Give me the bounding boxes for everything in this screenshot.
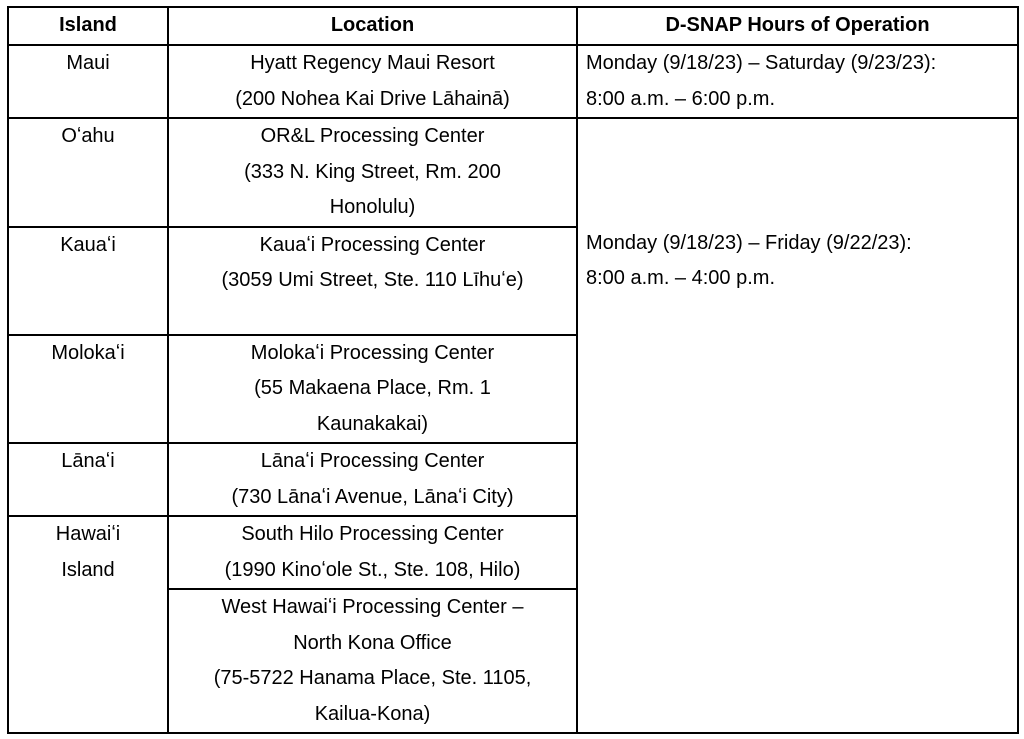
location-address: (3059 Umi Street, Ste. 110 Līhuʻe) bbox=[221, 269, 524, 291]
island-name: Lānaʻi bbox=[61, 450, 115, 472]
island-cell bbox=[8, 227, 168, 335]
location-address: (55 Makaena Place, Rm. 1 bbox=[254, 377, 491, 399]
location-address: (1990 Kinoʻole St., Ste. 108, Hilo) bbox=[224, 558, 521, 581]
location-cell bbox=[168, 118, 577, 227]
hours-days: Monday (9/18/23) – Saturday (9/23/23): bbox=[586, 52, 937, 74]
island-cell bbox=[8, 443, 168, 516]
table-row-maui bbox=[8, 45, 1018, 118]
location-name: Hyatt Regency Maui Resort bbox=[250, 52, 495, 74]
location-name: Molokaʻi Processing Center bbox=[250, 341, 495, 364]
hours-cell-others bbox=[577, 118, 1018, 733]
location-city: Honolulu) bbox=[329, 196, 416, 218]
location-office: North Kona Office bbox=[293, 631, 452, 654]
island-name: Kauaʻi bbox=[60, 233, 116, 256]
island-cell bbox=[8, 45, 168, 118]
location-cell bbox=[168, 335, 577, 444]
island-cell bbox=[8, 516, 168, 733]
location-cell bbox=[168, 589, 577, 733]
location-name: West Hawaiʻi Processing Center – bbox=[221, 596, 524, 618]
hours-cell-maui bbox=[577, 45, 1018, 118]
location-cell bbox=[168, 45, 577, 118]
island-cell bbox=[8, 118, 168, 227]
header-island: Island bbox=[8, 7, 168, 45]
hours-days: Monday (9/18/23) – Friday (9/22/23): bbox=[586, 231, 912, 254]
table-row-oahu bbox=[8, 118, 1018, 227]
location-cell bbox=[168, 443, 577, 516]
island-cell bbox=[8, 335, 168, 444]
hours-times: 8:00 a.m. – 4:00 p.m. bbox=[586, 267, 775, 289]
location-name: South Hilo Processing Center bbox=[241, 523, 504, 545]
location-cell bbox=[168, 516, 577, 589]
island-name: Molokaʻi bbox=[51, 341, 125, 364]
location-address: (333 N. King Street, Rm. 200 bbox=[244, 160, 501, 183]
island-name-suffix: Island bbox=[61, 558, 115, 581]
location-address: (200 Nohea Kai Drive Lāhainā) bbox=[235, 87, 510, 110]
header-row bbox=[8, 7, 1018, 45]
location-name: Kauaʻi Processing Center bbox=[259, 233, 486, 256]
header-location: Location bbox=[168, 7, 577, 45]
island-name: Maui bbox=[66, 52, 110, 74]
location-cell bbox=[168, 227, 577, 335]
location-city: Kailua-Kona) bbox=[314, 702, 431, 725]
hours-times: 8:00 a.m. – 6:00 p.m. bbox=[586, 87, 775, 110]
location-address: (75-5722 Hanama Place, Ste. 1105, bbox=[213, 667, 532, 689]
dsnap-locations-table bbox=[7, 6, 1019, 734]
island-name: Hawaiʻi bbox=[55, 523, 121, 545]
location-name: OR&L Processing Center bbox=[260, 125, 485, 147]
header-hours: D-SNAP Hours of Operation bbox=[577, 7, 1018, 45]
location-name: Lānaʻi Processing Center bbox=[260, 450, 485, 472]
location-city: Kaunakakai) bbox=[316, 412, 429, 435]
island-name: Oʻahu bbox=[61, 125, 115, 147]
location-address: (730 Lānaʻi Avenue, Lānaʻi City) bbox=[231, 485, 514, 508]
